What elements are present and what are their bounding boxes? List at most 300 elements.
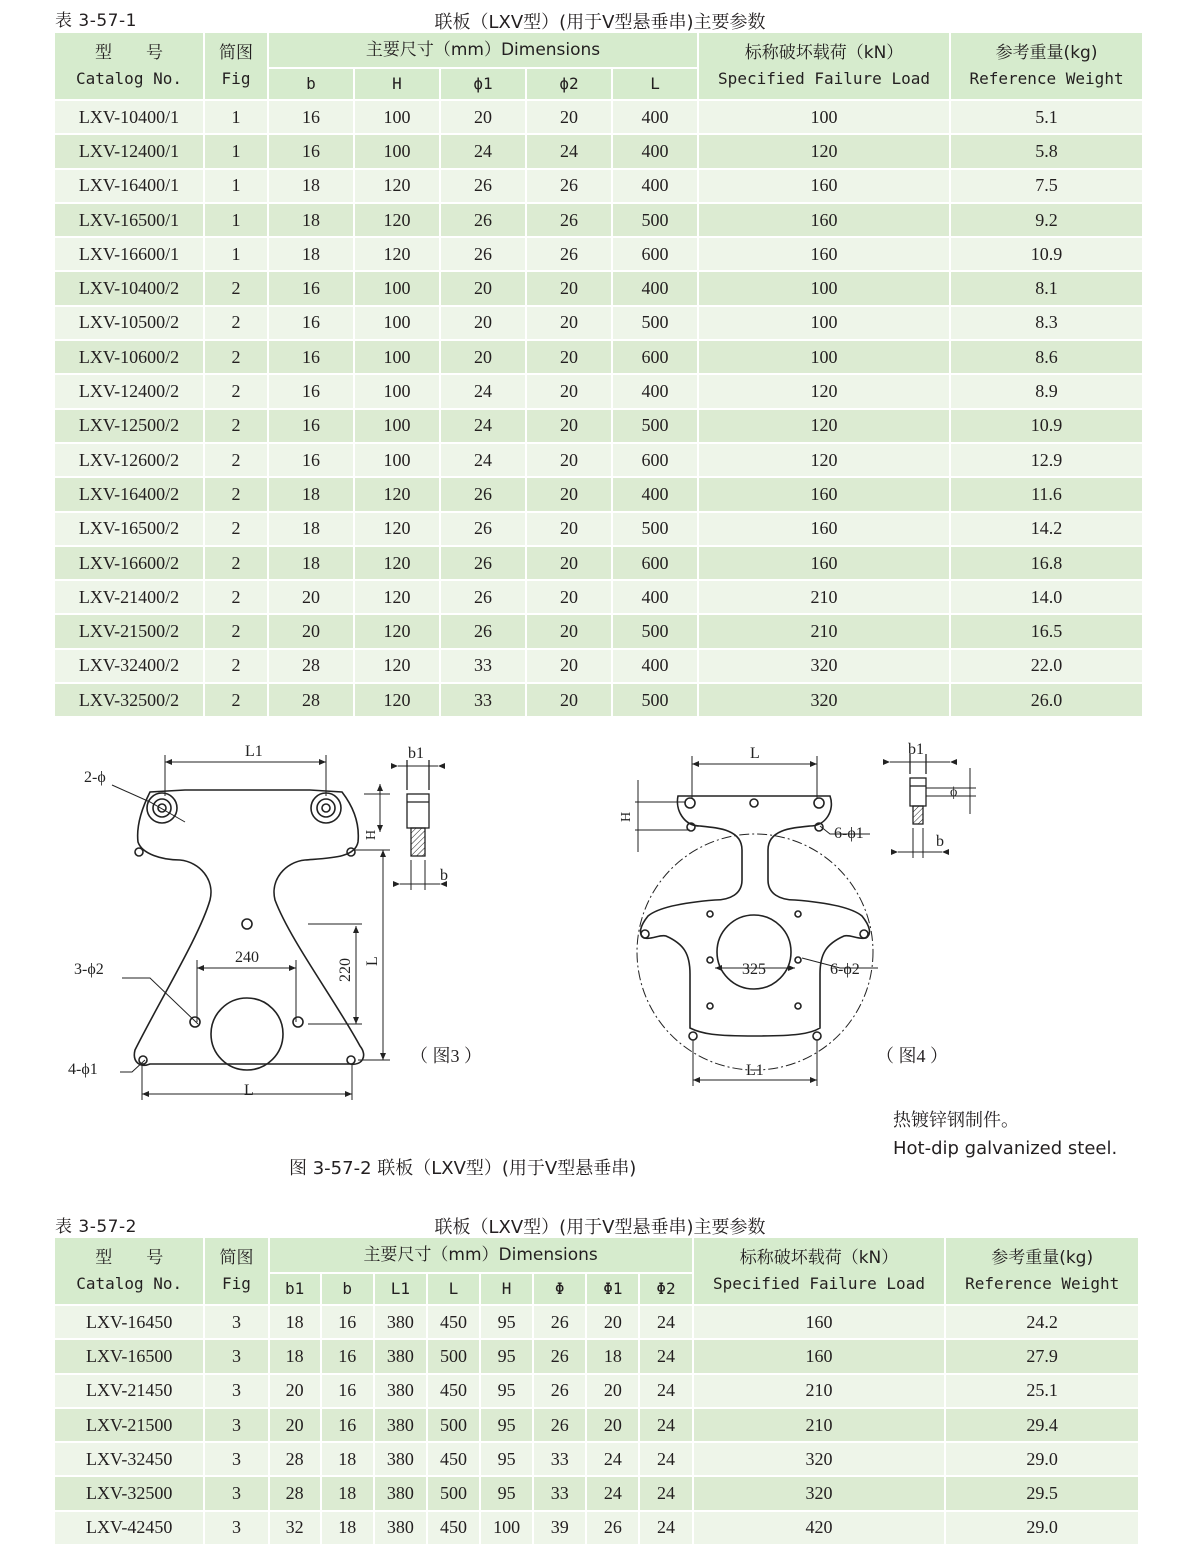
value-cell: 120	[355, 684, 439, 716]
table-row	[55, 650, 1142, 682]
header-catalog: 型 号 Catalog No.	[55, 1238, 203, 1304]
table-row	[55, 135, 1142, 167]
catalog-cell: LXV-16400/2	[55, 478, 203, 510]
value-cell: 20	[527, 478, 611, 510]
catalog-cell: LXV-16600/2	[55, 547, 203, 579]
catalog-cell: LXV-21400/2	[55, 581, 203, 613]
value-cell: 380	[375, 1409, 426, 1441]
value-cell: 18	[322, 1512, 373, 1544]
value-cell: 100	[355, 410, 439, 442]
header-sub: ϕ2	[527, 69, 611, 99]
catalog-cell: LXV-16600/1	[55, 238, 203, 270]
value-cell: 24	[441, 444, 525, 476]
catalog-cell: LXV-32500/2	[55, 684, 203, 716]
value-cell: 120	[355, 615, 439, 647]
value-cell: 2	[205, 375, 267, 407]
value-cell: 26	[441, 547, 525, 579]
value-cell: 33	[441, 684, 525, 716]
value-cell: 33	[534, 1443, 585, 1475]
value-cell: 32	[270, 1512, 320, 1544]
table-row	[55, 341, 1142, 373]
value-cell: 26	[441, 478, 525, 510]
value-cell: 18	[322, 1443, 373, 1475]
table2	[53, 1236, 1140, 1546]
catalog-cell: LXV-10400/2	[55, 272, 203, 304]
value-cell: 120	[355, 581, 439, 613]
value-cell: 2	[205, 341, 267, 373]
value-cell: 18	[322, 1477, 373, 1509]
table-row	[55, 547, 1142, 579]
value-cell: 100	[355, 272, 439, 304]
value-cell: 29.0	[946, 1512, 1138, 1544]
value-cell: 2	[205, 410, 267, 442]
table-row	[55, 375, 1142, 407]
value-cell: 120	[699, 410, 949, 442]
value-cell: 8.1	[951, 272, 1142, 304]
header-sub: ϕ1	[441, 69, 525, 99]
table2-title: 联板（LXV型）(用于V型悬垂串)主要参数	[434, 1217, 766, 1238]
value-cell: 20	[527, 341, 611, 373]
value-cell: 400	[613, 170, 697, 202]
value-cell: 20	[527, 615, 611, 647]
table-row	[55, 444, 1142, 476]
value-cell: 8.9	[951, 375, 1142, 407]
value-cell: 26	[527, 204, 611, 236]
value-cell: 16.8	[951, 547, 1142, 579]
value-cell: 18	[587, 1340, 638, 1372]
catalog-cell: LXV-12500/2	[55, 410, 203, 442]
value-cell: 450	[428, 1443, 479, 1475]
value-cell: 5.8	[951, 135, 1142, 167]
value-cell: 95	[481, 1409, 532, 1441]
value-cell: 26	[441, 581, 525, 613]
value-cell: 500	[428, 1409, 479, 1441]
value-cell: 26	[441, 238, 525, 270]
value-cell: 18	[270, 1340, 320, 1372]
value-cell: 16	[322, 1375, 373, 1407]
value-cell: 100	[355, 341, 439, 373]
table-row	[55, 307, 1142, 339]
value-cell: 24	[640, 1409, 691, 1441]
value-cell: 160	[699, 170, 949, 202]
value-cell: 1	[205, 170, 267, 202]
value-cell: 100	[355, 101, 439, 133]
value-cell: 16	[269, 410, 353, 442]
figure-3-side-view	[398, 760, 440, 890]
catalog-cell: LXV-10600/2	[55, 341, 203, 373]
value-cell: 33	[441, 650, 525, 682]
value-cell: 120	[355, 478, 439, 510]
catalog-cell: LXV-10400/1	[55, 101, 203, 133]
value-cell: 26	[534, 1409, 585, 1441]
value-cell: 95	[481, 1443, 532, 1475]
figure-caption: 图 3-57-2 联板（LXV型）(用于V型悬垂串)	[289, 1158, 637, 1179]
value-cell: 400	[613, 101, 697, 133]
value-cell: 39	[534, 1512, 585, 1544]
value-cell: 400	[613, 375, 697, 407]
value-cell: 210	[694, 1375, 945, 1407]
fig4-label-b1: b1	[908, 741, 924, 758]
header-sub: L1	[375, 1274, 426, 1304]
value-cell: 24	[441, 135, 525, 167]
value-cell: 9.2	[951, 204, 1142, 236]
value-cell: 14.0	[951, 581, 1142, 613]
value-cell: 160	[699, 478, 949, 510]
value-cell: 120	[699, 375, 949, 407]
fig4-label-H: H	[619, 811, 634, 822]
fig3-label-220: 220	[337, 958, 354, 982]
fig4-label-6phi1: 6-ϕ1	[834, 825, 864, 842]
value-cell: 20	[587, 1409, 638, 1441]
value-cell: 400	[613, 272, 697, 304]
catalog-cell: LXV-12400/1	[55, 135, 203, 167]
value-cell: 400	[613, 478, 697, 510]
value-cell: 24	[640, 1512, 691, 1544]
value-cell: 24	[587, 1477, 638, 1509]
header-dimensions: 主要尺寸（mm）Dimensions	[270, 1238, 692, 1272]
value-cell: 28	[269, 650, 353, 682]
figure-4-label: （ 图4 ）	[876, 1046, 948, 1066]
value-cell: 120	[355, 513, 439, 545]
value-cell: 160	[699, 204, 949, 236]
value-cell: 500	[613, 684, 697, 716]
value-cell: 10.9	[951, 410, 1142, 442]
fig3-label-240: 240	[235, 949, 259, 966]
figure-3-plate	[134, 790, 363, 1070]
value-cell: 2	[205, 478, 267, 510]
value-cell: 100	[699, 272, 949, 304]
value-cell: 160	[699, 513, 949, 545]
header-load: 标称破坏载荷（kN） Specified Failure Load	[699, 33, 949, 99]
header-weight: 参考重量(kg) Reference Weight	[946, 1238, 1138, 1304]
value-cell: 26	[441, 170, 525, 202]
value-cell: 2	[205, 615, 267, 647]
value-cell: 100	[699, 307, 949, 339]
value-cell: 450	[428, 1375, 479, 1407]
value-cell: 16	[269, 101, 353, 133]
value-cell: 18	[269, 478, 353, 510]
value-cell: 26	[441, 615, 525, 647]
value-cell: 18	[269, 547, 353, 579]
fig3-label-L1: L1	[245, 743, 263, 760]
header-fig: 简图 Fig	[205, 1238, 267, 1304]
value-cell: 16	[269, 135, 353, 167]
table-row	[55, 513, 1142, 545]
header-sub: Φ	[534, 1274, 585, 1304]
value-cell: 95	[481, 1477, 532, 1509]
value-cell: 500	[428, 1340, 479, 1372]
value-cell: 20	[269, 581, 353, 613]
value-cell: 600	[613, 238, 697, 270]
value-cell: 28	[270, 1443, 320, 1475]
value-cell: 28	[269, 684, 353, 716]
value-cell: 2	[205, 444, 267, 476]
value-cell: 1	[205, 238, 267, 270]
value-cell: 160	[694, 1340, 945, 1372]
value-cell: 320	[694, 1477, 945, 1509]
fig4-label-phi: ϕ	[950, 785, 958, 800]
value-cell: 3	[205, 1443, 267, 1475]
value-cell: 16.5	[951, 615, 1142, 647]
value-cell: 400	[613, 650, 697, 682]
value-cell: 3	[205, 1477, 267, 1509]
catalog-cell: LXV-21500	[55, 1409, 203, 1441]
value-cell: 20	[527, 444, 611, 476]
value-cell: 380	[375, 1340, 426, 1372]
value-cell: 24	[640, 1375, 691, 1407]
fig3-label-3phi2: 3-ϕ2	[74, 961, 104, 978]
value-cell: 210	[699, 581, 949, 613]
catalog-cell: LXV-12400/2	[55, 375, 203, 407]
material-note-cn: 热镀锌钢制件。	[893, 1110, 1019, 1131]
table-row	[55, 101, 1142, 133]
catalog-cell: LXV-16400/1	[55, 170, 203, 202]
fig4-label-325: 325	[742, 961, 766, 978]
value-cell: 20	[527, 684, 611, 716]
fig3-label-L: L	[244, 1082, 254, 1099]
value-cell: 20	[270, 1409, 320, 1441]
header-sub: b	[322, 1274, 373, 1304]
fig3-label-2phi: 2-ϕ	[84, 769, 106, 786]
header-sub: H	[355, 69, 439, 99]
table1	[53, 31, 1144, 718]
value-cell: 100	[355, 307, 439, 339]
value-cell: 11.6	[951, 478, 1142, 510]
value-cell: 100	[355, 444, 439, 476]
value-cell: 20	[527, 650, 611, 682]
value-cell: 320	[694, 1443, 945, 1475]
value-cell: 20	[587, 1306, 638, 1338]
fig4-label-6phi2: 6-ϕ2	[830, 961, 860, 978]
value-cell: 18	[270, 1306, 320, 1338]
fig3-label-H: H	[364, 829, 379, 840]
value-cell: 210	[699, 615, 949, 647]
value-cell: 2	[205, 650, 267, 682]
value-cell: 120	[699, 135, 949, 167]
value-cell: 2	[205, 684, 267, 716]
fig4-label-b: b	[936, 833, 944, 850]
value-cell: 380	[375, 1375, 426, 1407]
value-cell: 500	[428, 1477, 479, 1509]
header-sub: Φ2	[640, 1274, 691, 1304]
value-cell: 600	[613, 547, 697, 579]
value-cell: 24	[527, 135, 611, 167]
value-cell: 20	[441, 341, 525, 373]
value-cell: 20	[527, 547, 611, 579]
value-cell: 16	[322, 1340, 373, 1372]
value-cell: 95	[481, 1306, 532, 1338]
value-cell: 18	[269, 513, 353, 545]
value-cell: 450	[428, 1512, 479, 1544]
header-dimensions: 主要尺寸（mm）Dimensions	[269, 33, 697, 67]
value-cell: 26	[534, 1306, 585, 1338]
value-cell: 380	[375, 1443, 426, 1475]
figure-3-label: （ 图3 ）	[410, 1046, 482, 1066]
header-weight: 参考重量(kg) Reference Weight	[951, 33, 1142, 99]
value-cell: 16	[322, 1306, 373, 1338]
value-cell: 3	[205, 1512, 267, 1544]
value-cell: 600	[613, 341, 697, 373]
value-cell: 12.9	[951, 444, 1142, 476]
table1-label: 表 3-57-1	[55, 11, 137, 31]
value-cell: 1	[205, 135, 267, 167]
table-row	[55, 410, 1142, 442]
value-cell: 160	[699, 238, 949, 270]
value-cell: 16	[269, 375, 353, 407]
header-sub: L	[428, 1274, 479, 1304]
value-cell: 210	[694, 1409, 945, 1441]
header-sub: b	[269, 69, 353, 99]
value-cell: 18	[269, 170, 353, 202]
value-cell: 33	[534, 1477, 585, 1509]
catalog-cell: LXV-16450	[55, 1306, 203, 1338]
table-row	[55, 1340, 1138, 1372]
value-cell: 20	[527, 410, 611, 442]
value-cell: 120	[355, 547, 439, 579]
value-cell: 100	[699, 341, 949, 373]
value-cell: 16	[322, 1409, 373, 1441]
figure-4-side-view	[890, 754, 976, 858]
catalog-cell: LXV-42450	[55, 1512, 203, 1544]
value-cell: 20	[527, 513, 611, 545]
catalog-cell: LXV-32500	[55, 1477, 203, 1509]
value-cell: 29.4	[946, 1409, 1138, 1441]
value-cell: 380	[375, 1512, 426, 1544]
value-cell: 5.1	[951, 101, 1142, 133]
value-cell: 160	[699, 547, 949, 579]
header-sub: Φ1	[587, 1274, 638, 1304]
value-cell: 400	[613, 135, 697, 167]
value-cell: 16	[269, 272, 353, 304]
header-catalog: 型 号 Catalog No.	[55, 33, 203, 99]
value-cell: 20	[269, 615, 353, 647]
table-row	[55, 684, 1142, 716]
value-cell: 20	[270, 1375, 320, 1407]
catalog-cell: LXV-16500	[55, 1340, 203, 1372]
value-cell: 120	[355, 238, 439, 270]
header-sub: L	[613, 69, 697, 99]
value-cell: 18	[269, 238, 353, 270]
header-sub: b1	[270, 1274, 320, 1304]
value-cell: 29.5	[946, 1477, 1138, 1509]
value-cell: 3	[205, 1306, 267, 1338]
value-cell: 7.5	[951, 170, 1142, 202]
value-cell: 26	[527, 238, 611, 270]
value-cell: 3	[205, 1409, 267, 1441]
catalog-cell: LXV-21500/2	[55, 615, 203, 647]
table-row	[55, 1477, 1138, 1509]
value-cell: 120	[355, 650, 439, 682]
value-cell: 320	[699, 650, 949, 682]
header-load: 标称破坏载荷（kN） Specified Failure Load	[694, 1238, 945, 1304]
value-cell: 20	[441, 272, 525, 304]
value-cell: 20	[527, 307, 611, 339]
value-cell: 26.0	[951, 684, 1142, 716]
value-cell: 20	[587, 1375, 638, 1407]
catalog-cell: LXV-12600/2	[55, 444, 203, 476]
value-cell: 16	[269, 444, 353, 476]
table-row	[55, 478, 1142, 510]
value-cell: 20	[527, 101, 611, 133]
table-row	[55, 1512, 1138, 1544]
value-cell: 450	[428, 1306, 479, 1338]
value-cell: 24	[640, 1443, 691, 1475]
table-row	[55, 1306, 1138, 1338]
value-cell: 26	[441, 513, 525, 545]
value-cell: 95	[481, 1340, 532, 1372]
material-note-en: Hot-dip galvanized steel.	[893, 1138, 1118, 1159]
value-cell: 24	[640, 1306, 691, 1338]
table-row	[55, 615, 1142, 647]
catalog-cell: LXV-32450	[55, 1443, 203, 1475]
fig4-label-L1: L1	[746, 1062, 764, 1079]
value-cell: 16	[269, 307, 353, 339]
value-cell: 24	[441, 410, 525, 442]
value-cell: 2	[205, 547, 267, 579]
catalog-cell: LXV-10500/2	[55, 307, 203, 339]
value-cell: 24	[640, 1477, 691, 1509]
value-cell: 100	[355, 375, 439, 407]
value-cell: 20	[527, 581, 611, 613]
table2-label: 表 3-57-2	[55, 1217, 137, 1237]
value-cell: 24	[587, 1443, 638, 1475]
value-cell: 95	[481, 1375, 532, 1407]
table-row	[55, 581, 1142, 613]
table-row	[55, 1443, 1138, 1475]
value-cell: 16	[269, 341, 353, 373]
value-cell: 8.3	[951, 307, 1142, 339]
value-cell: 26	[534, 1375, 585, 1407]
technical-drawings	[50, 730, 1170, 1099]
value-cell: 120	[355, 170, 439, 202]
value-cell: 27.9	[946, 1340, 1138, 1372]
value-cell: 22.0	[951, 650, 1142, 682]
catalog-cell: LXV-21450	[55, 1375, 203, 1407]
catalog-cell: LXV-16500/2	[55, 513, 203, 545]
value-cell: 24.2	[946, 1306, 1138, 1338]
value-cell: 29.0	[946, 1443, 1138, 1475]
table1-title: 联板（LXV型）(用于V型悬垂串)主要参数	[434, 12, 766, 33]
value-cell: 26	[534, 1340, 585, 1372]
value-cell: 500	[613, 615, 697, 647]
value-cell: 320	[699, 684, 949, 716]
fig3-label-4phi1: 4-ϕ1	[68, 1061, 98, 1078]
value-cell: 500	[613, 410, 697, 442]
catalog-cell: LXV-16500/1	[55, 204, 203, 236]
value-cell: 20	[441, 307, 525, 339]
table-row	[55, 1409, 1138, 1441]
value-cell: 160	[694, 1306, 945, 1338]
fig3-label-L-vert: L	[364, 956, 381, 966]
value-cell: 2	[205, 272, 267, 304]
fig4-label-L: L	[750, 745, 760, 762]
fig3-label-b: b	[440, 867, 448, 884]
table-row	[55, 204, 1142, 236]
catalog-cell: LXV-32400/2	[55, 650, 203, 682]
value-cell: 3	[205, 1340, 267, 1372]
value-cell: 26	[587, 1512, 638, 1544]
header-sub: H	[481, 1274, 532, 1304]
value-cell: 420	[694, 1512, 945, 1544]
value-cell: 500	[613, 307, 697, 339]
value-cell: 1	[205, 101, 267, 133]
value-cell: 600	[613, 444, 697, 476]
value-cell: 3	[205, 1375, 267, 1407]
value-cell: 10.9	[951, 238, 1142, 270]
value-cell: 14.2	[951, 513, 1142, 545]
fig3-label-b1: b1	[408, 745, 424, 762]
value-cell: 20	[527, 375, 611, 407]
